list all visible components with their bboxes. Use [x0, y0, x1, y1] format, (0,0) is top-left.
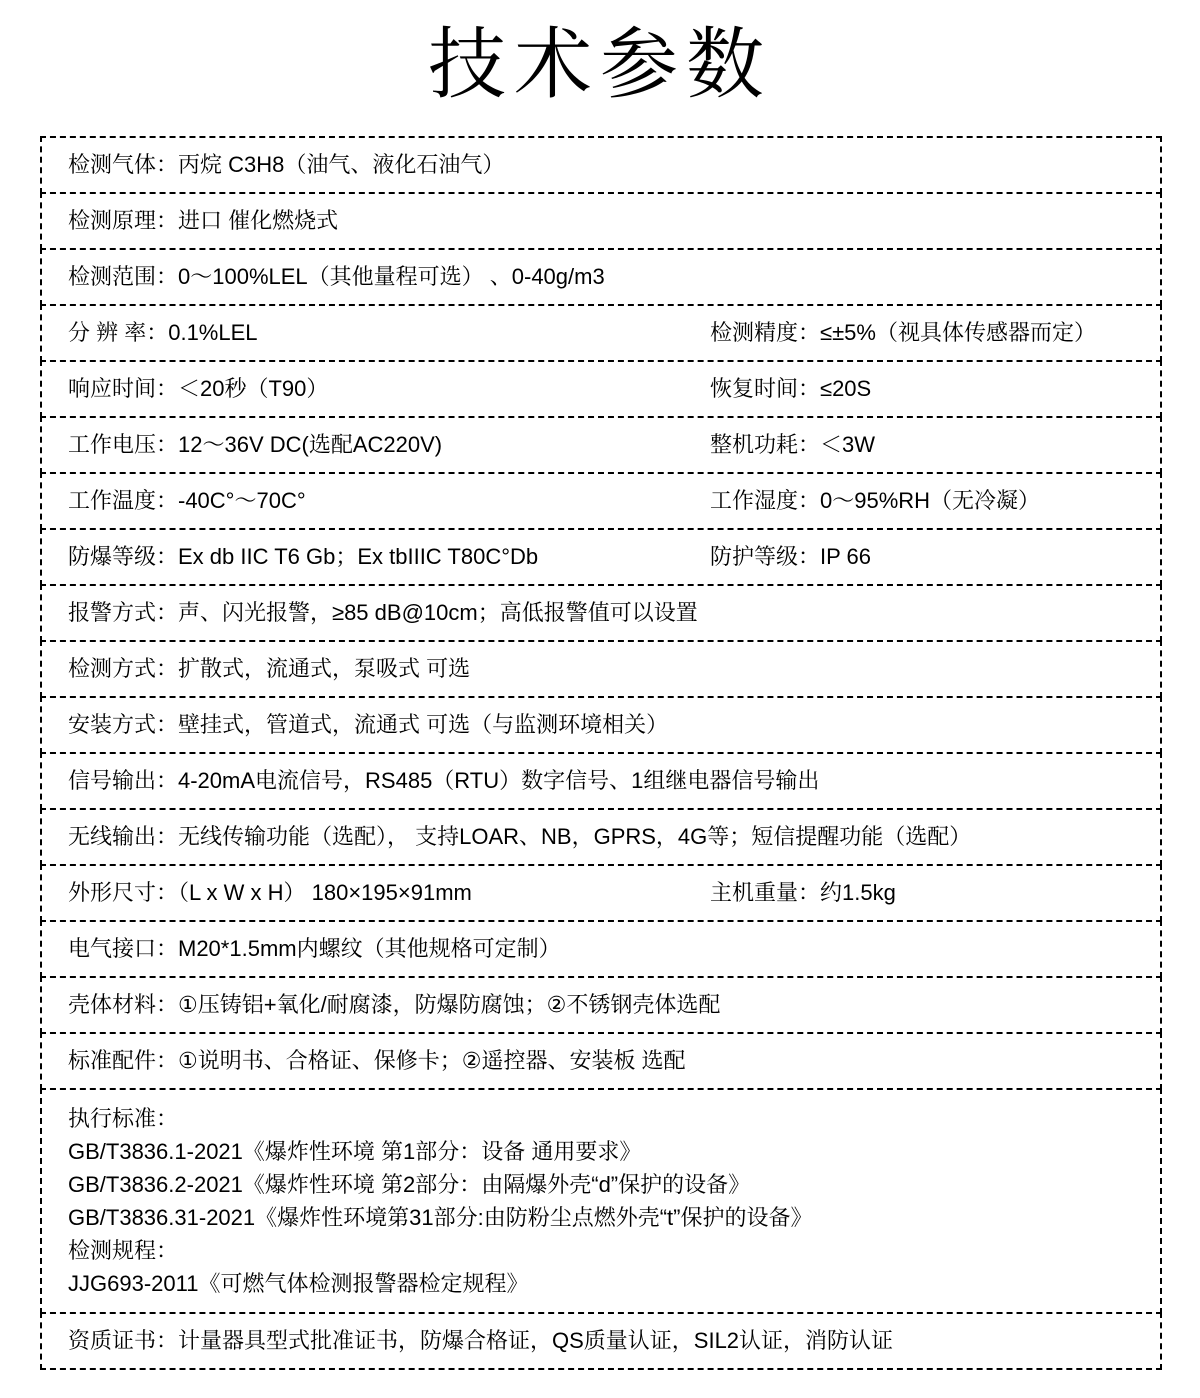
spec-cell-right: 恢复时间：≤20S — [710, 375, 872, 401]
spec-line: 检测规程： — [68, 1238, 179, 1263]
spec-row — [40, 640, 1162, 698]
spec-row — [40, 360, 1162, 418]
spec-cell-right: 整机功耗：＜3W — [710, 431, 876, 457]
spec-row — [40, 528, 1162, 586]
spec-row — [40, 192, 1162, 250]
spec-cell-right: 工作湿度：0～95%RH（无冷凝） — [710, 487, 1041, 513]
spec-cell-left: 报警方式：声、闪光报警，≥85 dB@10cm；高低报警值可以设置 — [68, 599, 698, 625]
spec-cell-left: 标准配件：①说明书、合格证、保修卡；②遥控器、安装板 选配 — [68, 1047, 686, 1073]
spec-line: JJG693-2011《可燃气体检测报警器检定规程》 — [68, 1271, 529, 1296]
page-title: 技术参数 — [427, 20, 772, 108]
spec-cell-left: 外形尺寸：（L x W x H） 180×195×91mm — [68, 879, 472, 905]
spec-row — [40, 1032, 1162, 1090]
spec-cell-left: 分 辨 率：0.1%LEL — [68, 319, 258, 345]
spec-cell-left: 资质证书：计量器具型式批准证书，防爆合格证，QS质量认证，SIL2认证，消防认证 — [68, 1327, 894, 1353]
spec-cell-right: 主机重量：约1.5kg — [710, 879, 896, 905]
spec-row — [40, 416, 1162, 474]
spec-cell-right: 防护等级：IP 66 — [710, 543, 871, 569]
spec-row — [40, 136, 1162, 194]
spec-row — [40, 752, 1162, 810]
spec-line: GB/T3836.2-2021《爆炸性环境 第2部分：由隔爆外壳“d”保护的设备》 — [68, 1172, 751, 1197]
spec-cell-left: 检测范围：0～100%LEL（其他量程可选） 、0-40g/m3 — [68, 263, 605, 289]
spec-cell-left: 电气接口：M20*1.5mm内螺纹（其他规格可定制） — [68, 935, 561, 961]
spec-cell-left: 安装方式：壁挂式，管道式，流通式 可选（与监测环境相关） — [68, 711, 669, 737]
spec-cell-left: 检测气体：丙烷 C3H8（油气、液化石油气） — [68, 151, 505, 177]
spec-table — [40, 136, 1162, 1370]
spec-cell-left: 防爆等级：Ex db IIC T6 Gb；Ex tbIIIC T80C°Db — [68, 543, 539, 569]
spec-cell-left: 工作电压：12～36V DC(选配AC220V) — [68, 431, 443, 457]
spec-cell-left: 响应时间：＜20秒（T90） — [68, 375, 329, 401]
spec-row — [40, 808, 1162, 866]
spec-cell-left: 检测方式：扩散式，流通式，泵吸式 可选 — [68, 655, 471, 681]
spec-row — [40, 1088, 1162, 1314]
spec-cell-right: 检测精度：≤±5%（视具体传感器而定） — [710, 319, 1096, 345]
spec-cell-left: 信号输出：4-20mA电流信号，RS485（RTU）数字信号、1组继电器信号输出 — [68, 767, 820, 793]
spec-cell-left: 检测原理：进口 催化燃烧式 — [68, 207, 339, 233]
spec-line: GB/T3836.1-2021《爆炸性环境 第1部分：设备 通用要求》 — [68, 1139, 642, 1164]
spec-line: 执行标准： — [68, 1106, 179, 1131]
spec-row — [40, 976, 1162, 1034]
spec-row — [40, 304, 1162, 362]
spec-cell-left: 工作温度：-40C°～70C° — [68, 487, 306, 513]
spec-row — [40, 472, 1162, 530]
spec-line: GB/T3836.31-2021《爆炸性环境第31部分:由防粉尘点燃外壳“t”保护的设备》 — [68, 1205, 813, 1230]
spec-cell-left: 无线输出：无线传输功能（选配）， 支持LOAR、NB，GPRS，4G等；短信提醒功能（选配） — [68, 823, 972, 849]
spec-row — [40, 248, 1162, 306]
spec-row — [40, 920, 1162, 978]
spec-row — [40, 584, 1162, 642]
spec-cell-left: 壳体材料：①压铸铝+氧化/耐腐漆，防爆防腐蚀；②不锈钢壳体选配 — [68, 991, 721, 1017]
spec-row — [40, 1312, 1162, 1370]
spec-row — [40, 696, 1162, 754]
spec-row — [40, 864, 1162, 922]
